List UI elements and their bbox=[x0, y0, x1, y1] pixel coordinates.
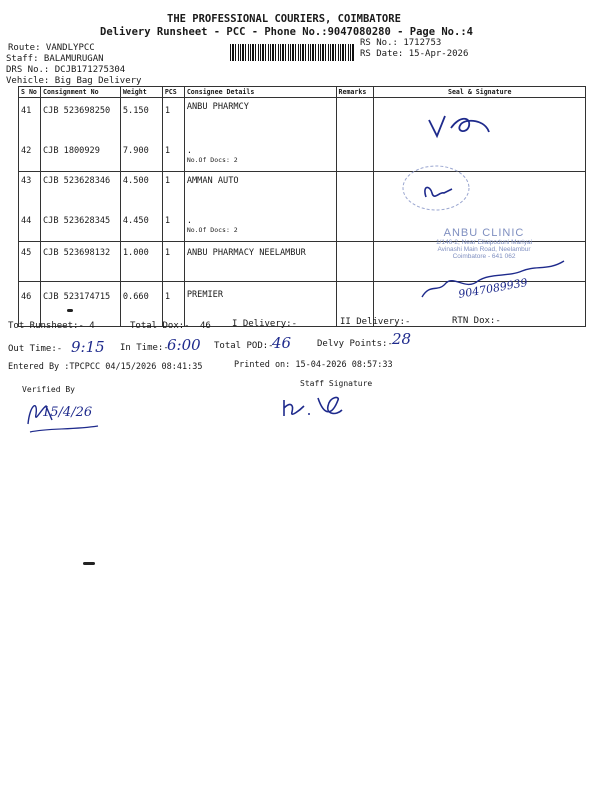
consignee-name: . bbox=[186, 215, 192, 226]
delivery-points-value: 28 bbox=[392, 330, 412, 348]
row-weight: 7.900 bbox=[120, 142, 162, 172]
ii-delivery-label: II Delivery:- bbox=[340, 317, 411, 327]
row-consignment: CJB 523628345 bbox=[40, 212, 120, 242]
route-label: Route: VANDLYPCC bbox=[8, 43, 95, 53]
column-header: Seal & Signature bbox=[374, 87, 586, 98]
row-consignment: CJB 523174715 bbox=[40, 282, 120, 327]
document-subtitle: Delivery Runsheet - PCC - Phone No.:9047080280 - Page No.:4 bbox=[100, 26, 473, 38]
total-pod-label: Total POD:- bbox=[214, 341, 274, 351]
in-time-label: In Time:- bbox=[120, 343, 169, 353]
staff-signature bbox=[278, 392, 348, 422]
staff-signature-label: Staff Signature bbox=[300, 379, 373, 388]
stamp-name: ANBU CLINIC bbox=[443, 227, 525, 239]
row-weight: 4.500 bbox=[120, 172, 162, 212]
scan-speck bbox=[67, 309, 73, 312]
rs-date: RS Date: 15-Apr-2026 bbox=[360, 49, 469, 59]
out-time-label: Out Time:- bbox=[8, 344, 63, 354]
stamp-line: 1/146-2, Near Ellaipoduni Mariyai bbox=[435, 239, 533, 246]
verified-by-label: Verified By bbox=[22, 385, 75, 394]
total-runsheet: Tot Runsheet:- 4 bbox=[8, 321, 95, 331]
vehicle-label: Vehicle: Big Bag Delivery bbox=[6, 76, 142, 86]
row-weight: 4.450 bbox=[120, 212, 162, 242]
row-remarks bbox=[336, 98, 374, 142]
total-dox-value: 46 bbox=[200, 321, 211, 331]
row-sno: 43 bbox=[19, 172, 41, 212]
row-remarks bbox=[336, 172, 374, 212]
row-consignee: ANBU PHARMACY NEELAMBUR bbox=[184, 242, 336, 282]
handwritten-phone: 9047089939 bbox=[457, 276, 529, 301]
row-weight: 5.150 bbox=[120, 98, 162, 142]
rs-number: RS No.: 1712753 bbox=[360, 38, 442, 48]
row-consignee bbox=[184, 142, 336, 172]
row-sno: 41 bbox=[19, 98, 41, 142]
row-remarks bbox=[336, 242, 374, 282]
row-weight: 0.660 bbox=[120, 282, 162, 327]
verified-date: 15/4/26 bbox=[42, 405, 93, 420]
row-remarks bbox=[336, 212, 374, 242]
row-pcs: 1 bbox=[162, 142, 184, 172]
out-time-value: 9:15 bbox=[71, 338, 105, 356]
scan-speck bbox=[83, 562, 95, 565]
stamp-line: Coimbatore - 641 062 bbox=[452, 253, 516, 260]
in-time-value: 6:00 bbox=[167, 336, 201, 354]
total-pod-value: 46 bbox=[272, 334, 292, 352]
column-header: Consignment No bbox=[40, 87, 120, 98]
row-pcs: 1 bbox=[162, 212, 184, 242]
column-header: Remarks bbox=[336, 87, 374, 98]
row-remarks bbox=[336, 142, 374, 172]
row-consignment: CJB 1800929 bbox=[40, 142, 120, 172]
row-pcs: 1 bbox=[162, 242, 184, 282]
row-consignee: ANBU PHARMCY bbox=[184, 98, 336, 142]
table-header-row bbox=[19, 87, 586, 98]
row-sno: 42 bbox=[19, 142, 41, 172]
recipient-signature-1 bbox=[425, 110, 495, 140]
drs-number: DRS No.: DCJB171275304 bbox=[6, 65, 126, 75]
printed-on: Printed on: 15-04-2026 08:57:33 bbox=[234, 360, 393, 370]
table-row bbox=[19, 172, 586, 212]
row-sno: 44 bbox=[19, 212, 41, 242]
row-consignee bbox=[184, 212, 336, 242]
row-consignee: PREMIER bbox=[184, 282, 336, 327]
column-header: Consignee Details bbox=[184, 87, 336, 98]
table-row bbox=[19, 98, 586, 142]
row-consignee: AMMAN AUTO bbox=[184, 172, 336, 212]
consignee-name: . bbox=[186, 145, 192, 156]
column-header: Weight bbox=[120, 87, 162, 98]
row-pcs: 1 bbox=[162, 172, 184, 212]
barcode-image bbox=[230, 44, 354, 61]
column-header: PCS bbox=[162, 87, 184, 98]
row-consignment: CJB 523628346 bbox=[40, 172, 120, 212]
table-row bbox=[19, 142, 586, 172]
row-sno: 45 bbox=[19, 242, 41, 282]
column-header: S No bbox=[19, 87, 41, 98]
docs-count: No.Of Docs: 2 bbox=[186, 155, 238, 164]
entered-by: Entered By :TPCPCC 04/15/2026 08:41:35 bbox=[8, 362, 203, 372]
rtn-dox-label: RTN Dox:- bbox=[452, 316, 501, 326]
document-title: THE PROFESSIONAL COURIERS, COIMBATORE bbox=[167, 13, 401, 25]
delivery-points-label: Delvy Points:- bbox=[317, 339, 393, 349]
row-consignment: CJB 523698250 bbox=[40, 98, 120, 142]
docs-count: No.Of Docs: 2 bbox=[186, 225, 238, 234]
row-pcs: 1 bbox=[162, 98, 184, 142]
i-delivery-label: I Delivery:- bbox=[232, 319, 298, 329]
row-sno: 46 bbox=[19, 282, 41, 327]
row-consignment: CJB 523698132 bbox=[40, 242, 120, 282]
staff-label: Staff: BALAMURUGAN bbox=[6, 54, 104, 64]
stamp-line: Avinashi Main Road, Neelambur bbox=[437, 246, 531, 253]
recipient-signature-2 bbox=[400, 163, 480, 213]
row-pcs: 1 bbox=[162, 282, 184, 327]
row-weight: 1.000 bbox=[120, 242, 162, 282]
total-dox-label: Total Dox:- bbox=[130, 321, 190, 331]
